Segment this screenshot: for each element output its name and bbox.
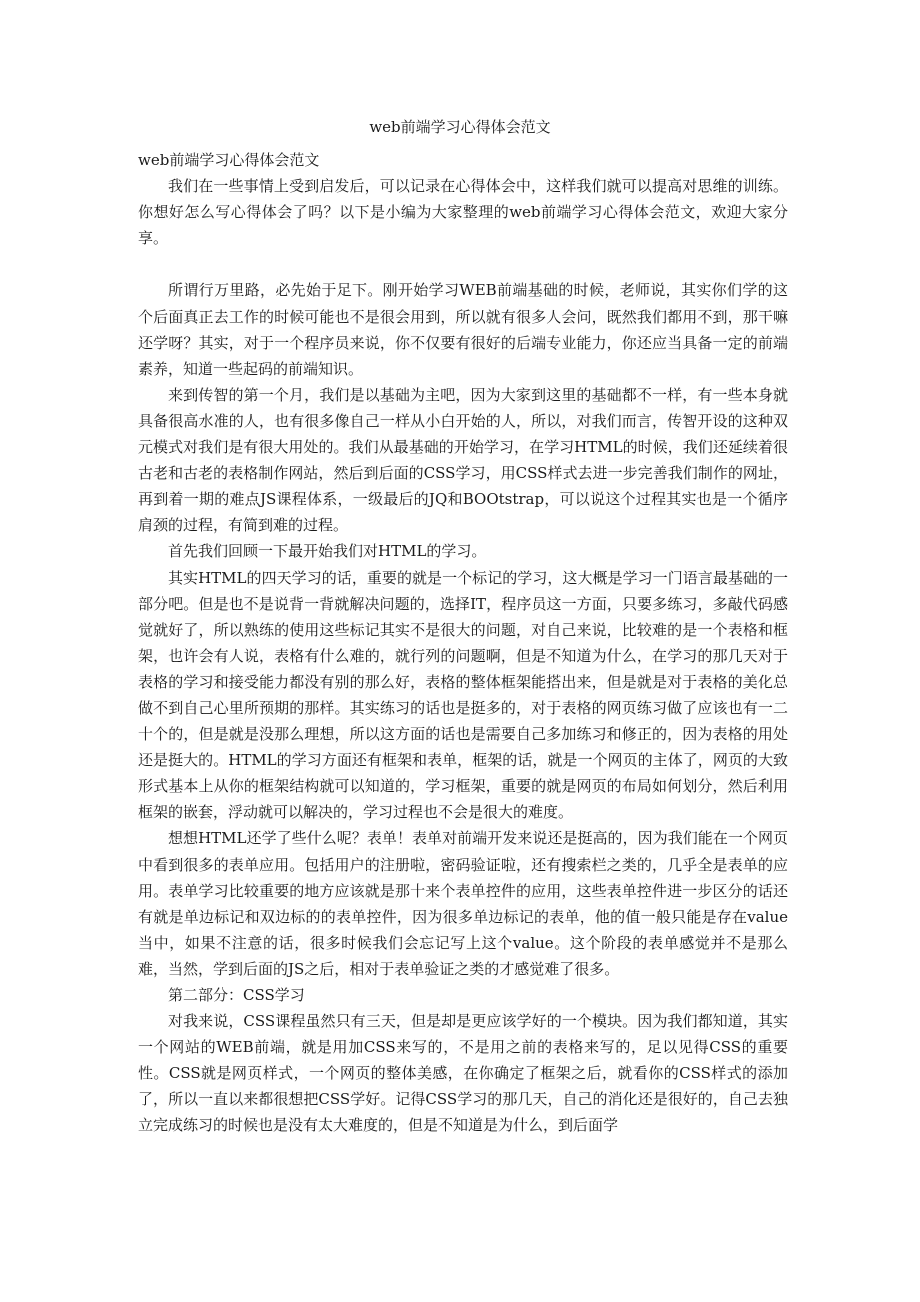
paragraph: 首先我们回顾一下最开始我们对HTML的学习。 [168, 542, 487, 561]
paragraph-intro: 我们在一些事情上受到启发后，可以记录在心得体会中，这样我们就可以提高对思维的训练。你想好怎么写心得体会了吗？以下是小编为大家整理的web前端学习心得体会范文，欢迎大家分享。 [138, 177, 788, 248]
paragraph: 其实HTML的四天学习的话，重要的就是一个标记的学习，这大概是学习一门语言最基础的一部分吧。但是也不是说背一背就解决问题的，选择IT，程序员这一方面，只要多练习，多敲代码感觉就好了，所以熟练的使用这些标记其实不是很大的问题，对自己来说，比较难的是一个表格和框架，也许会有人说，表格有什么难的，就行列的问题啊，但是不知道为什么，在学习的那几天对于表格的学习和接受能力都没有别的那么好，表格的整体框架能搭出来，但是就是对于表格的美化总做不到自己心里所预期的那样。其实练习的话也是挺多的，对于表格的网页练习做了应该也有一二十个的，但是就是没那么理想，所以这方面的话也是需要自己多加练习和修正的，因为表格的用处还是挺大的。HTML的学习方面还有框架和表单，框架的话，就是一个网页的主体了，网页的大致形式基本上从你的框架结构就可以知道的，学习框架，重要的就是网页的布局如何划分，然后利用框架的嵌套，浮动就可以解决的，学习过程也不会是很大的难度。 [138, 568, 788, 822]
paragraph: 想想HTML还学了些什么呢？表单！表单对前端开发来说还是挺高的，因为我们能在一个网页中看到很多的表单应用。包括用户的注册啦，密码验证啦，还有搜索栏之类的，几乎全是表单的应用。表单学习比较重要的地方应该就是那十来个表单控件的应用，这些表单控件进一步区分的话还有就是单边标记和双边标的的表单控件，因为很多单边标记的表单，他的值一般只能是存在value当中，如果不注意的话，很多时候我们会忘记写上这个value。这个阶段的表单感觉并不是那么难，当然，学到后面的JS之后，相对于表单验证之类的才感觉难了很多。 [138, 829, 788, 978]
section-heading: 第二部分：CSS学习 [168, 986, 305, 1004]
blank-line [138, 251, 788, 277]
document-subtitle: web前端学习心得体会范文 [138, 151, 320, 169]
paragraph: 对我来说，CSS课程虽然只有三天，但是却是更应该学好的一个模块。因为我们都知道，其实一个网站的WEB前端，就是用加CSS来写的，不是用之前的表格来写的，足以见得CSS的重要性。CSS就是网页样式，一个网页的整体美感，在你确定了框架之后，就看你的CSS样式的添加了，所以一直以来都很想把CSS学好。记得CSS学习的那几天，自己的消化还是很好的，自己去独立完成练习的时候也是没有太大难度的，但是不知道是为什么，到后面学 [138, 1012, 788, 1135]
paragraph: 来到传智的第一个月，我们是以基础为主吧，因为大家到这里的基础都不一样，有一些本身就具备很高水准的人，也有很多像自己一样从小白开始的人，所以，对我们而言，传智开设的这种双元模式对我们是有很大用处的。我们从最基础的开始学习，在学习HTML的时候，我们还延续着很古老和古老的表格制作网站，然后到后面的CSS学习，用CSS样式去进一步完善我们制作的网址，再到着一期的难点JS课程体系，一级最后的JQ和BOOtstrap，可以说这个过程其实也是一个循序肩颈的过程，有简到难的过程。 [138, 385, 788, 535]
paragraph: 所谓行万里路，必先始于足下。刚开始学习WEB前端基础的时候，老师说，其实你们学的这个后面真正去工作的时候可能也不是很会用到，所以就有很多人会问，既然我们都用不到，那干嘛还学呀？其实，对于一个程序员来说，你不仅要有很好的后端专业能力，你还应当具备一定的前端素养，知道一些起码的前端知识。 [138, 281, 788, 378]
document-body [138, 147, 788, 1139]
document-title: web前端学习心得体会范文 [369, 118, 551, 136]
